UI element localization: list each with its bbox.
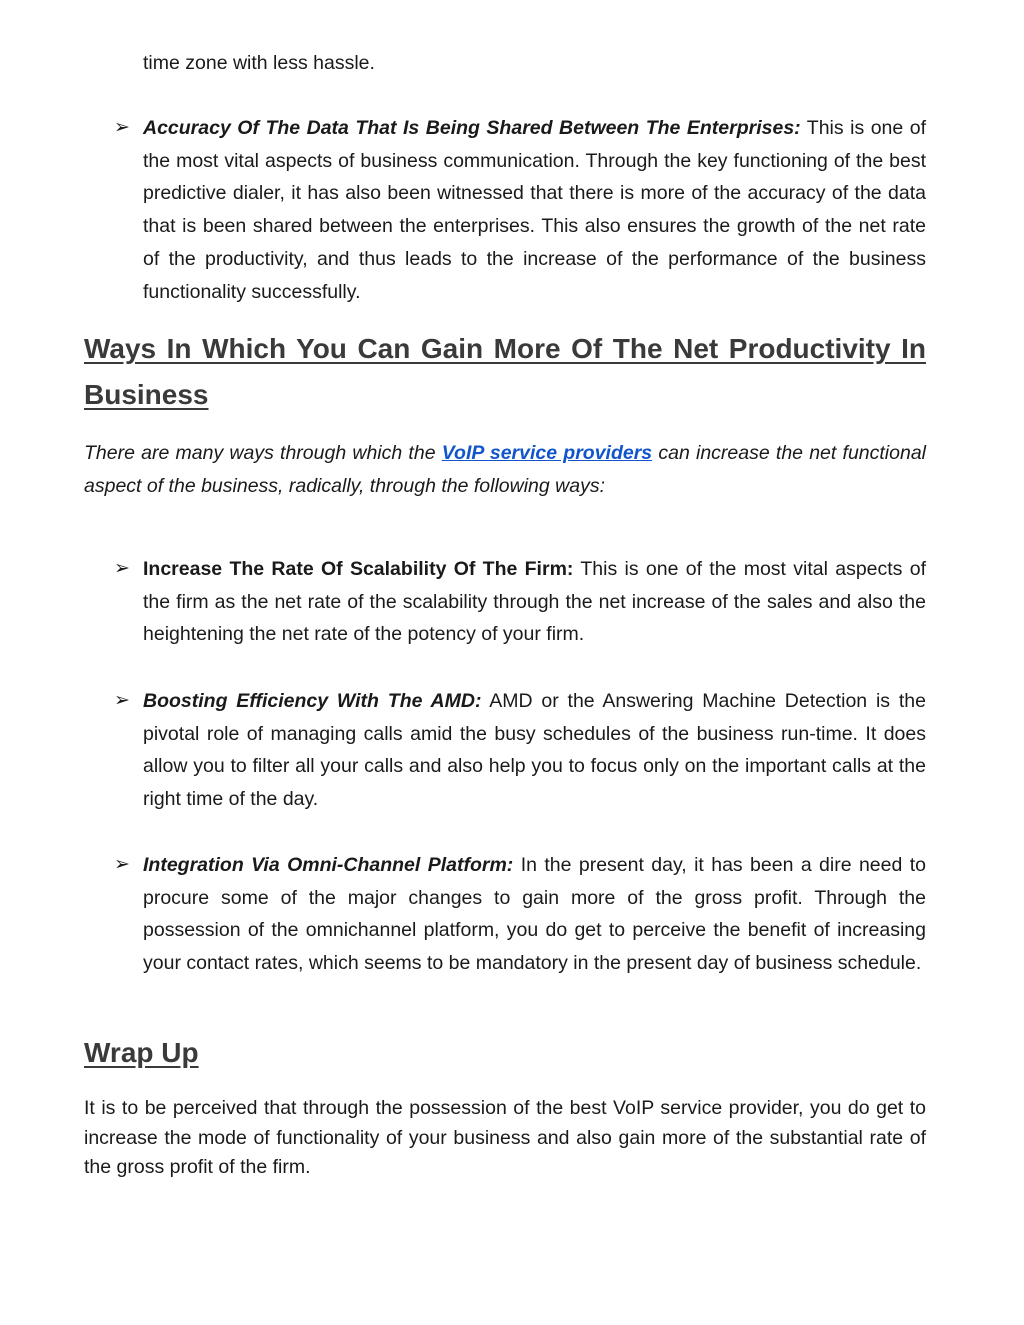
arrow-bullet-icon: ➢ <box>114 558 130 579</box>
section-heading-wrap <box>84 1030 926 1076</box>
arrow-bullet-icon: ➢ <box>114 117 130 138</box>
bullet-accuracy <box>114 112 926 308</box>
closing-paragraph: It is to be perceived that through the possession of the best VoIP service provider, you do get to increase the mode of functionality of your business and also gain more of the substantial rate of the gross profit of the firm. <box>84 1097 926 1178</box>
arrow-bullet-icon: ➢ <box>114 690 130 711</box>
voip-providers-link[interactable]: VoIP service providers <box>441 442 653 464</box>
heading-ways: Ways In Which You Can Gain More Of The Net Productivity In Business <box>84 333 926 410</box>
intro-paragraph: There are many ways through which the VoIP service providers can increase the net functional aspect of the business, radically, through the following ways: <box>84 442 926 497</box>
bullet-omni <box>114 849 926 980</box>
bullet-amd <box>114 685 926 816</box>
bullet-lead: Accuracy Of The Data That Is Being Shared Between The Enterprises: <box>143 117 801 139</box>
bullet-lead: Boosting Efficiency With The AMD: <box>143 690 482 712</box>
heading-wrap: Wrap Up <box>84 1037 199 1068</box>
bullet-body: AMD or the Answering Machine Detection is the pivotal role of managing calls amid the busy schedules of the business run-time. It does allow you to filter all your calls and also help you to focus only on the important calls at the right time of the day. <box>143 690 926 811</box>
bullet-lead: Integration Via Omni-Channel Platform: <box>143 854 514 876</box>
section-heading-ways <box>84 326 926 418</box>
bullet-body: In the present day, it has been a dire need to procure some of the major changes to gain more of the gross profit. Through the possession of the omnichannel platform, you do get to perceive the benefit of increasing your contact rates, which seems to be mandatory in the present day of business schedule. <box>143 854 926 975</box>
bullet-lead: Increase The Rate Of Scalability Of The Firm: <box>143 558 574 580</box>
bullet-body: This is one of the most vital aspects of the firm as the net rate of the scalability through the net increase of the sales and also the heightening the net rate of the potency of your firm. <box>143 558 927 646</box>
arrow-bullet-icon: ➢ <box>114 854 130 875</box>
continuation-text: time zone with less hassle. <box>143 52 375 74</box>
bullet-scalability <box>114 553 927 651</box>
bullet-body: This is one of the most vital aspects of business communication. Through the key functioning of the best predictive dialer, it has also been witnessed that there is more of the accuracy of the data that is been shared between the enterprises. This also ensures the growth of the net rate of the productivity, and thus leads to the increase of the performance of the business functionality successfully. <box>143 117 926 303</box>
